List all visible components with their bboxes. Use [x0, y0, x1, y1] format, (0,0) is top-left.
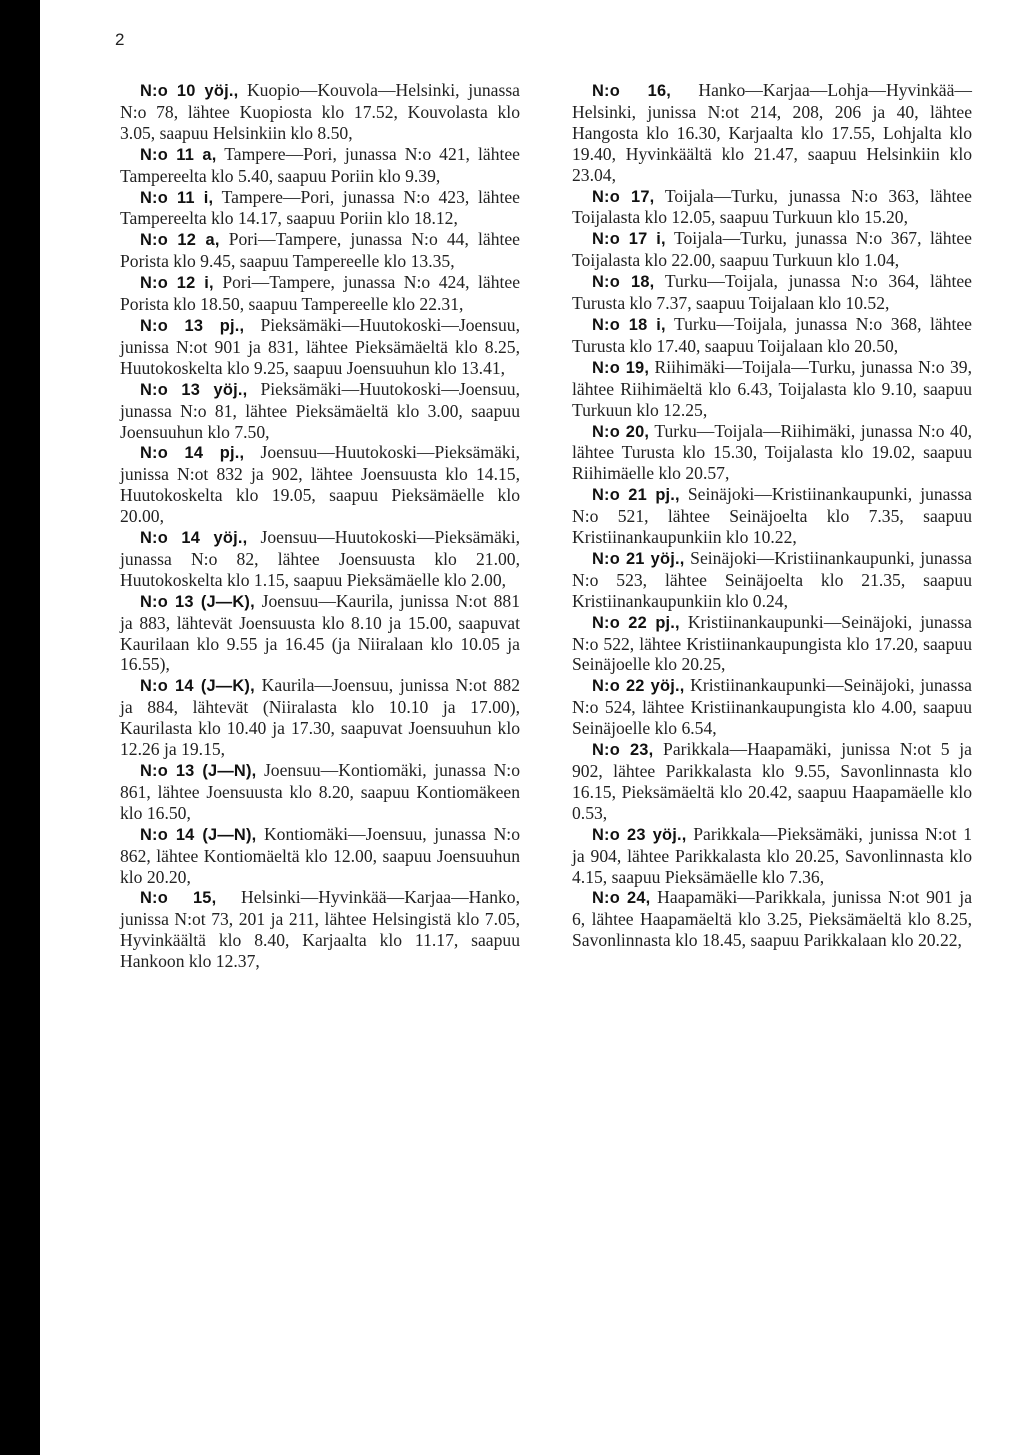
page-number: 2 — [115, 30, 125, 49]
timetable-entry — [120, 315, 520, 379]
entry-train-number: N:o 21 pj., — [592, 486, 680, 505]
timetable-entry — [120, 442, 520, 527]
entry-train-number: N:o 19, — [592, 358, 650, 377]
entry-train-number: N:o 11 a, — [140, 145, 217, 164]
timetable-entry — [572, 739, 972, 824]
entry-train-number: N:o 14 (J—K), — [140, 677, 255, 696]
entry-train-number: N:o 14 pj., — [140, 444, 245, 463]
entry-route-text: Tampere—Pori, junassa N:o 423, lähtee Tampereelta klo 14.17, saapuu Poriin klo 18.12, — [120, 186, 520, 229]
entry-route-text: Pori—Tampere, junassa N:o 44, lähtee Porista klo 9.45, saapuu Tampereelle klo 13.35, — [120, 229, 520, 272]
entry-train-number: N:o 12 a, — [140, 231, 220, 250]
entry-route-text: Tampere—Pori, junassa N:o 421, lähtee Tampereelta klo 5.40, saapuu Poriin klo 9.39, — [120, 143, 520, 186]
entry-train-number: N:o 16, — [592, 82, 672, 100]
entry-route-text: Seinäjoki—Kristiinankaupunki, junassa N:o 521, lähtee Seinäjoelta klo 7.35, saapuu Kristiinankaupunkiin klo 10.22, — [572, 484, 972, 548]
timetable-entry — [120, 824, 520, 888]
timetable-entry — [572, 314, 972, 357]
entry-train-number: N:o 24, — [592, 889, 651, 908]
timetable-entry — [120, 760, 520, 824]
timetable-entry — [572, 548, 972, 612]
entry-train-number: N:o 13 (J—K), — [140, 592, 255, 611]
entry-route-text: Turku—Toijala, junassa N:o 364, lähtee Turusta klo 7.37, saapuu Toijalaan klo 10.52, — [572, 271, 972, 314]
entry-route-text: Kontiomäki—Joensuu, junassa N:o 862, lähtee Kontiomäeltä klo 12.00, saapuu Joensuuhun klo 20.20, — [120, 823, 520, 887]
timetable-entry — [572, 675, 972, 739]
entry-train-number: N:o 20, — [592, 422, 650, 441]
right-column — [572, 80, 972, 951]
entry-route-text: Riihimäki—Toijala—Turku, junassa N:o 39, lähtee Riihimäeltä klo 6.43, Toijalasta klo 9.10, saapuu Turkuun klo 12.25, — [572, 356, 972, 420]
entry-train-number: N:o 17, — [592, 187, 655, 206]
entry-train-number: N:o 18, — [592, 273, 655, 292]
timetable-entry — [572, 271, 972, 314]
entry-train-number: N:o 14 (J—N), — [140, 825, 257, 844]
timetable-entry — [120, 80, 520, 144]
entry-route-text: Kristiinankaupunki—Seinäjoki, junassa N:o 522, lähtee Kristiinankaupungista klo 17.20, saapuu Seinäjoelle klo 20.25, — [572, 611, 972, 675]
entry-train-number: N:o 21 yöj., — [592, 549, 685, 568]
entry-train-number: N:o 15, — [140, 889, 217, 908]
entry-train-number: N:o 23 yöj., — [592, 825, 687, 844]
entry-route-text: Helsinki—Hyvinkää—Karjaa—Hanko, junissa N:ot 73, 201 ja 211, lähtee Helsingistä klo 7.05, Hyvinkäältä klo 8.40, Karjaalta klo 11.17, saapuu Hankoon klo 12.37, — [120, 887, 520, 972]
entry-route-text: Joensuu—Kontiomäki, junassa N:o 861, lähtee Joensuusta klo 8.20, saapuu Kontiomäkeen klo 16.50, — [120, 760, 520, 823]
entry-route-text: Toijala—Turku, junassa N:o 367, lähtee Toijalasta klo 22.00, saapuu Turkuun klo 1.04, — [572, 228, 972, 271]
entry-route-text: Toijala—Turku, junassa N:o 363, lähtee Toijalasta klo 12.05, saapuu Turkuun klo 15.20, — [572, 185, 972, 228]
entry-train-number: N:o 11 i, — [140, 188, 214, 207]
timetable-entry — [120, 229, 520, 272]
entry-route-text: Hanko—Karjaa—Lohja—Hyvinkää—Helsinki, junissa N:ot 214, 208, 206 ja 40, lähtee Hangosta klo 16.30, Karjaalta klo 17.55, Lohjalta klo 19.40, Hyvinkäältä klo 21.47, saapuu Helsinkiin klo 23.04, — [572, 80, 973, 185]
timetable-entry — [120, 272, 520, 315]
entry-train-number: N:o 14 yöj., — [140, 529, 248, 548]
entry-train-number: N:o 12 i, — [140, 274, 214, 293]
timetable-entry — [572, 887, 972, 951]
timetable-entry — [572, 357, 972, 421]
entry-route-text: Parikkala—Pieksämäki, junissa N:ot 1 ja 904, lähtee Parikkalasta klo 20.25, Savonlinnasta klo 4.15, saapuu Pieksämäelle klo 7.36, — [572, 823, 972, 887]
timetable-entry — [572, 421, 972, 485]
entry-route-text: Joensuu—Huutokoski—Pieksämäki, junissa N:ot 832 ja 902, lähtee Joensuusta klo 14.15, Huutokoskelta klo 19.05, saapuu Pieksämäelle klo 20.00, — [120, 442, 520, 527]
entry-route-text: Turku—Toijala—Riihimäki, junassa N:o 40, lähtee Turusta klo 15.30, Toijalasta klo 19.02, saapuu Riihimäelle klo 20.57, — [572, 420, 973, 484]
timetable-entry — [572, 484, 972, 548]
entry-route-text: Kaurila—Joensuu, junissa N:ot 882 ja 884, lähtevät (Niiralasta klo 10.10 ja 17.00), Kaurilasta klo 10.40 ja 17.30, saapuvat Joensuuhun klo 12.26 ja 19.15, — [120, 675, 521, 760]
entry-train-number: N:o 13 pj., — [140, 316, 245, 335]
entry-route-text: Pori—Tampere, junassa N:o 424, lähtee Porista klo 18.50, saapuu Tampereelle klo 22.31, — [120, 272, 520, 315]
timetable-entry — [572, 612, 972, 676]
document-page — [40, 0, 1024, 1455]
entry-route-text: Joensuu—Kaurila, junissa N:ot 881 ja 883, lähtevät Joensuusta klo 8.10 ja 15.00, saapuvat Kaurilaan klo 9.55 ja 16.45 (ja Niiralaan klo 10.05 ja 16.55), — [120, 590, 521, 675]
entry-route-text: Pieksämäki—Huutokoski—Joensuu, junassa N:o 81, lähtee Pieksämäeltä klo 3.00, saapuu Joensuuhun klo 7.50, — [120, 378, 520, 442]
timetable-entry — [572, 80, 972, 186]
timetable-entry — [572, 228, 972, 271]
timetable-entry — [120, 187, 520, 230]
entry-route-text: Pieksämäki—Huutokoski—Joensuu, junissa N:ot 901 ja 831, lähtee Pieksämäeltä klo 8.25, Huutokoskelta klo 9.25, saapuu Joensuuhun klo 13.41, — [120, 314, 520, 378]
timetable-entry — [120, 144, 520, 187]
entry-train-number: N:o 23, — [592, 741, 654, 760]
timetable-entry — [572, 824, 972, 888]
entry-train-number: N:o 13 yöj., — [140, 380, 248, 399]
timetable-entry — [120, 887, 520, 972]
timetable-entry — [120, 675, 520, 760]
timetable-entry — [120, 379, 520, 443]
entry-train-number: N:o 17 i, — [592, 230, 666, 249]
entry-route-text: Haapamäki—Parikkala, junissa N:ot 901 ja 6, lähtee Haapamäeltä klo 3.25, Pieksämäeltä klo 8.25, Savonlinnasta klo 18.45, saapuu Parikkalaan klo 20.22, — [572, 887, 973, 951]
left-column — [120, 80, 520, 972]
entry-route-text: Seinäjoki—Kristiinankaupunki, junassa N:o 523, lähtee Seinäjoelta klo 21.35, saapuu Kristiinankaupunkiin klo 0.24, — [572, 547, 972, 611]
entry-train-number: N:o 18 i, — [592, 315, 666, 334]
entry-route-text: Kristiinankaupunki—Seinäjoki, junassa N:o 524, lähtee Kristiinankaupungista klo 4.00, saapuu Seinäjoelle klo 6.54, — [572, 675, 972, 739]
entry-route-text: Turku—Toijala, junassa N:o 368, lähtee Turusta klo 17.40, saapuu Toijalaan klo 20.50, — [572, 313, 972, 356]
entry-train-number: N:o 22 pj., — [592, 613, 680, 632]
timetable-entry — [120, 527, 520, 591]
entry-train-number: N:o 10 yöj., — [140, 82, 239, 100]
timetable-entry — [120, 591, 520, 676]
timetable-entry — [572, 186, 972, 229]
entry-route-text: Parikkala—Haapamäki, junissa N:ot 5 ja 902, lähtee Parikkalasta klo 9.55, Savonlinnasta klo 16.15, Pieksämäeltä klo 20.42, saapuu Haapamäelle klo 0.53, — [572, 739, 972, 823]
entry-train-number: N:o 13 (J—N), — [140, 762, 257, 780]
entry-route-text: Joensuu—Huutokoski—Pieksämäki, junassa N:o 82, lähtee Joensuusta klo 21.00, Huutokoskelta klo 1.15, saapuu Pieksämäelle klo 2.00, — [120, 527, 520, 590]
entry-route-text: Kuopio—Kouvola—Helsinki, junassa N:o 78, lähtee Kuopiosta klo 17.52, Kouvolasta klo 3.05, saapuu Helsinkiin klo 8.50, — [120, 80, 520, 143]
entry-train-number: N:o 22 yöj., — [592, 677, 685, 696]
